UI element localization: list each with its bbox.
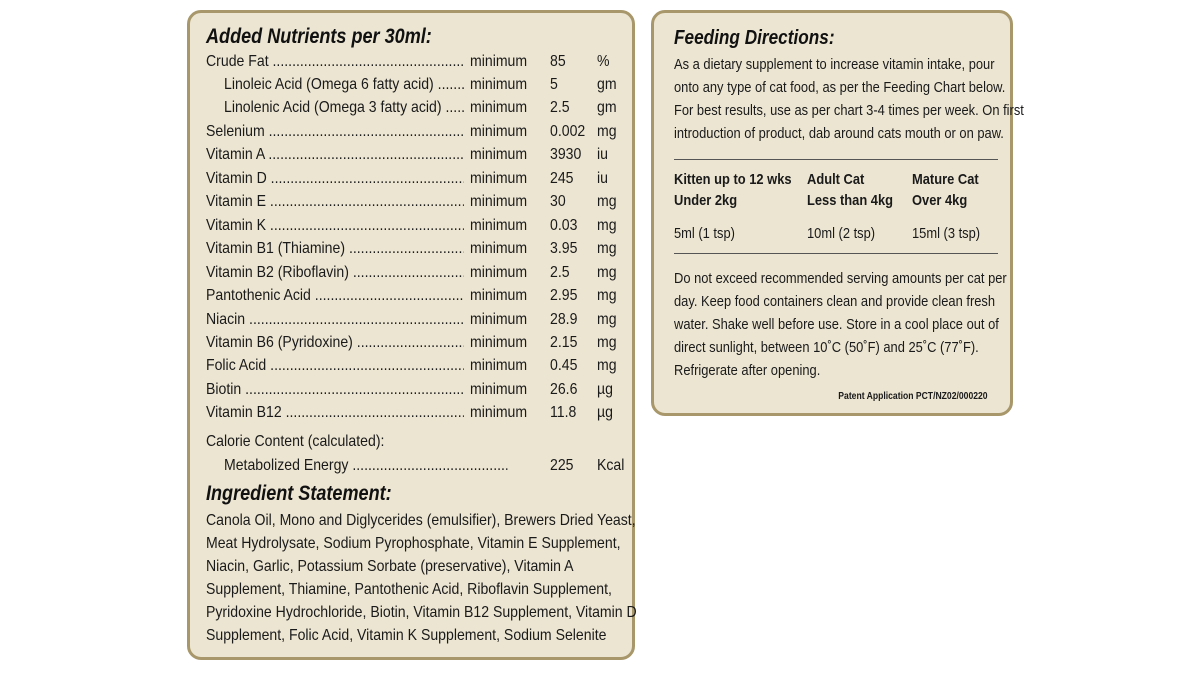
feeding-heading: Feeding Directions: [674,27,835,49]
feeding-intro-line: As a dietary supplement to increase vitamin intake, pour [674,56,995,73]
nutrient-qualifier: minimum [470,264,528,281]
nutrient-value: 2.95 [550,287,578,304]
nutrient-qualifier: minimum [470,76,528,93]
nutrient-unit: mg [597,240,617,257]
nutrient-qualifier: minimum [470,381,528,398]
nutrient-qualifier: minimum [470,170,528,187]
nutrient-qualifier: minimum [470,240,528,257]
nutrient-name: Vitamin K ..... [206,215,464,237]
chart-header-kitten: Kitten up to 12 wks [674,171,792,188]
nutrients-heading: Added Nutrients per 30ml: [206,25,432,48]
feeding-panel [651,10,1024,416]
nutrient-qualifier: minimum [470,334,528,351]
nutrient-unit: mg [597,264,617,281]
nutrient-qualifier: minimum [470,357,528,374]
chart-amount-mature: 15ml (3 tsp) [912,225,981,242]
nutrient-name: Vitamin B6 (Pyridoxine) ..... [206,332,464,354]
warning-line: water. Shake well before use. Store in a cool place out of [674,316,999,333]
warning-line: direct sunlight, between 10˚C (50˚F) and 25˚C (77˚F). [674,339,979,356]
nutrient-unit: % [597,53,610,70]
nutrient-unit: µg [597,404,613,421]
nutrient-value: 0.002 [550,123,586,140]
chart-bottom-rule [674,253,998,254]
nutrient-name: Crude Fat ..... [206,51,464,73]
energy-name: Metabolized Energy ..... [224,455,507,477]
nutrient-name: Vitamin A ..... [206,144,464,166]
nutrient-value: 0.03 [550,217,578,234]
nutrient-qualifier: minimum [470,123,528,140]
nutrient-qualifier: minimum [470,287,528,304]
chart-subheader-mature: Over 4kg [912,192,968,209]
nutrient-value: 85 [550,53,566,70]
nutrient-name: Vitamin B12 ..... [206,402,464,424]
nutrient-name: Folic Acid ..... [206,355,464,377]
nutrient-name: Linoleic Acid (Omega 6 fatty acid) ..... [224,74,466,96]
nutrient-name: Biotin ..... [206,379,464,401]
nutrient-value: 3.95 [550,240,578,257]
nutrient-value: 245 [550,170,574,187]
feeding-intro-line: For best results, use as per chart 3-4 times per week. On first [674,102,1024,119]
nutrient-value: 5 [550,76,558,93]
nutrient-value: 2.5 [550,264,570,281]
nutrient-qualifier: minimum [470,311,528,328]
ingredients-line: Supplement, Thiamine, Pantothenic Acid, Riboflavin Supplement, [206,581,612,598]
nutrient-value: 0.45 [550,357,578,374]
energy-value: 225 [550,457,574,474]
nutrient-value: 30 [550,193,566,210]
nutrient-unit: mg [597,334,617,351]
nutrient-value: 28.9 [550,311,578,328]
nutrient-unit: mg [597,123,617,140]
nutrient-name: Selenium ..... [206,121,464,143]
ingredients-line: Canola Oil, Mono and Diglycerides (emulsifier), Brewers Dried Yeast, [206,512,636,529]
ingredients-heading: Ingredient Statement: [206,482,392,505]
nutrient-value: 11.8 [550,404,577,421]
nutrient-name: Pantothenic Acid ..... [206,285,464,307]
feeding-intro-line: introduction of product, dab around cats mouth or on paw. [674,125,1004,142]
nutrient-qualifier: minimum [470,217,528,234]
nutrient-unit: mg [597,193,617,210]
nutrient-qualifier: minimum [470,53,528,70]
nutrient-name: Vitamin B1 (Thiamine) ..... [206,238,464,260]
chart-subheader-kitten: Under 2kg [674,192,738,209]
nutrient-value: 3930 [550,146,582,163]
nutrient-unit: mg [597,357,617,374]
chart-top-rule [674,159,998,160]
nutrient-unit: gm [597,76,617,93]
chart-header-mature: Mature Cat [912,171,979,188]
nutrient-name: Vitamin D ..... [206,168,464,190]
ingredients-line: Niacin, Garlic, Potassium Sorbate (preservative), Vitamin A [206,558,574,575]
nutrient-unit: µg [597,381,613,398]
nutrients-panel [187,10,635,660]
patent-note: Patent Application PCT/NZ02/000220 [838,391,988,402]
nutrient-unit: mg [597,311,617,328]
nutrient-qualifier: minimum [470,193,528,210]
nutrient-value: 2.15 [550,334,578,351]
warning-line: Do not exceed recommended serving amounts per cat per [674,270,1007,287]
calorie-label: Calorie Content (calculated): [206,433,385,450]
chart-amount-adult: 10ml (2 tsp) [807,225,876,242]
nutrient-unit: mg [597,287,617,304]
nutrient-qualifier: minimum [470,404,528,421]
chart-header-adult: Adult Cat [807,171,865,188]
ingredients-line: Supplement, Folic Acid, Vitamin K Supplement, Sodium Selenite [206,627,607,644]
warning-line: Refrigerate after opening. [674,362,821,379]
nutrient-qualifier: minimum [470,99,528,116]
feeding-intro-line: onto any type of cat food, as per the Feeding Chart below. [674,79,1006,96]
nutrient-name: Vitamin E ..... [206,191,464,213]
nutrient-value: 26.6 [550,381,578,398]
nutrient-name: Niacin ..... [206,309,464,331]
nutrient-unit: iu [597,146,608,163]
nutrient-name: Vitamin B2 (Riboflavin) ..... [206,262,464,284]
nutrient-qualifier: minimum [470,146,528,163]
chart-subheader-adult: Less than 4kg [807,192,894,209]
energy-unit: Kcal [597,457,625,474]
nutrient-name: Linolenic Acid (Omega 3 fatty acid) ..... [224,97,466,119]
nutrient-unit: iu [597,170,608,187]
nutrient-value: 2.5 [550,99,570,116]
ingredients-line: Meat Hydrolysate, Sodium Pyrophosphate, Vitamin E Supplement, [206,535,621,552]
ingredients-line: Pyridoxine Hydrochloride, Biotin, Vitamin B12 Supplement, Vitamin D [206,604,637,621]
chart-amount-kitten: 5ml (1 tsp) [674,225,735,242]
nutrient-unit: gm [597,99,617,116]
nutrient-unit: mg [597,217,617,234]
warning-line: day. Keep food containers clean and provide clean fresh [674,293,996,310]
